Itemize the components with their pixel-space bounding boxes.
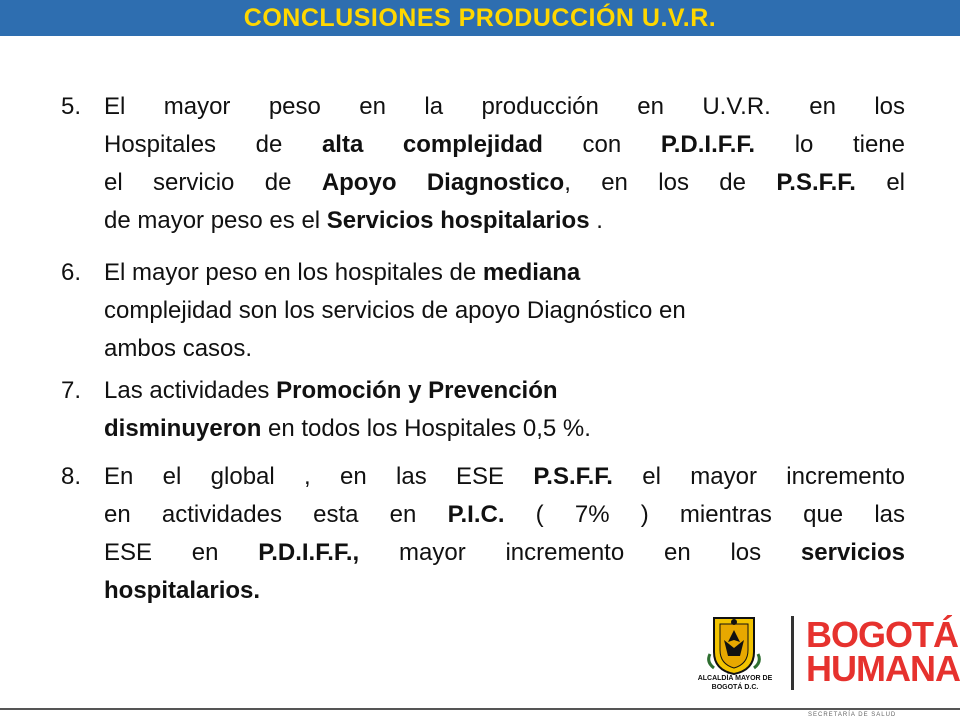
item-line: disminuyeron en todos los Hospitales 0,5 %. — [104, 415, 591, 442]
footer-divider — [0, 708, 960, 710]
conclusion-item — [61, 372, 905, 448]
bogota-wordmark: BOGOTÁ — [806, 614, 958, 655]
item-line: Hospitales de alta complejidad con P.D.I.F.F. lo tiene — [104, 131, 906, 158]
item-line: en actividades esta en P.I.C. ( 7% ) mientras que las — [104, 501, 905, 528]
alcaldia-label: ALCALDÍA MAYOR DE BOGOTÁ D.C. — [697, 675, 773, 691]
humana-wordmark: HUMANA — [806, 648, 960, 689]
item-line: ESE en P.D.I.F.F., mayor incremento en los servicios — [104, 539, 905, 566]
conclusion-item — [61, 88, 905, 240]
item-line: de mayor peso es el Servicios hospitalarios . — [104, 207, 603, 234]
item-line: el servicio de Apoyo Diagnostico, en los de P.S.F.F. el — [104, 169, 906, 196]
conclusion-item — [61, 254, 905, 368]
item-line: complejidad son los servicios de apoyo Diagnóstico en — [104, 297, 686, 324]
bold-term: P.D.I.F.F. — [660, 131, 756, 158]
item-number: 7. — [61, 377, 82, 404]
item-line: ambos casos. — [104, 335, 253, 362]
bold-term: alta complejidad — [321, 131, 543, 158]
bold-term: Servicios hospitalarios — [326, 207, 590, 234]
bold-term: P.S.F.F. — [533, 463, 613, 490]
logo-divider — [791, 616, 794, 690]
item-line: Las actividades Promoción y Prevención — [104, 377, 558, 404]
item-line: El mayor peso en los hospitales de mediana — [104, 259, 581, 286]
bold-term: Promoción y Prevención — [276, 377, 558, 404]
logos — [690, 612, 960, 698]
item-line — [61, 572, 905, 610]
bold-term: P.S.F.F. — [776, 169, 856, 196]
item-line: En el global , en las ESE P.S.F.F. el mayor incremento — [104, 463, 905, 490]
item-line: El mayor peso en la producción en U.V.R. en los — [104, 93, 905, 120]
bold-term: P.D.I.F.F., — [258, 539, 360, 566]
bold-term: P.I.C. — [447, 501, 505, 528]
page-title: CONCLUSIONES PRODUCCIÓN U.V.R. — [243, 4, 717, 32]
bold-term: disminuyeron — [104, 415, 262, 442]
bold-term: mediana — [482, 259, 581, 286]
bold-term: servicios — [800, 539, 905, 566]
conclusion-item — [61, 458, 905, 610]
footer-tag: SECRETARÍA DE SALUD — [808, 712, 897, 718]
item-number: 8. — [61, 463, 82, 490]
bold-term: Apoyo Diagnostico — [321, 169, 565, 196]
bold-term: hospitalarios. — [104, 577, 261, 604]
item-number: 5. — [61, 93, 82, 120]
item-number: 6. — [61, 259, 82, 286]
